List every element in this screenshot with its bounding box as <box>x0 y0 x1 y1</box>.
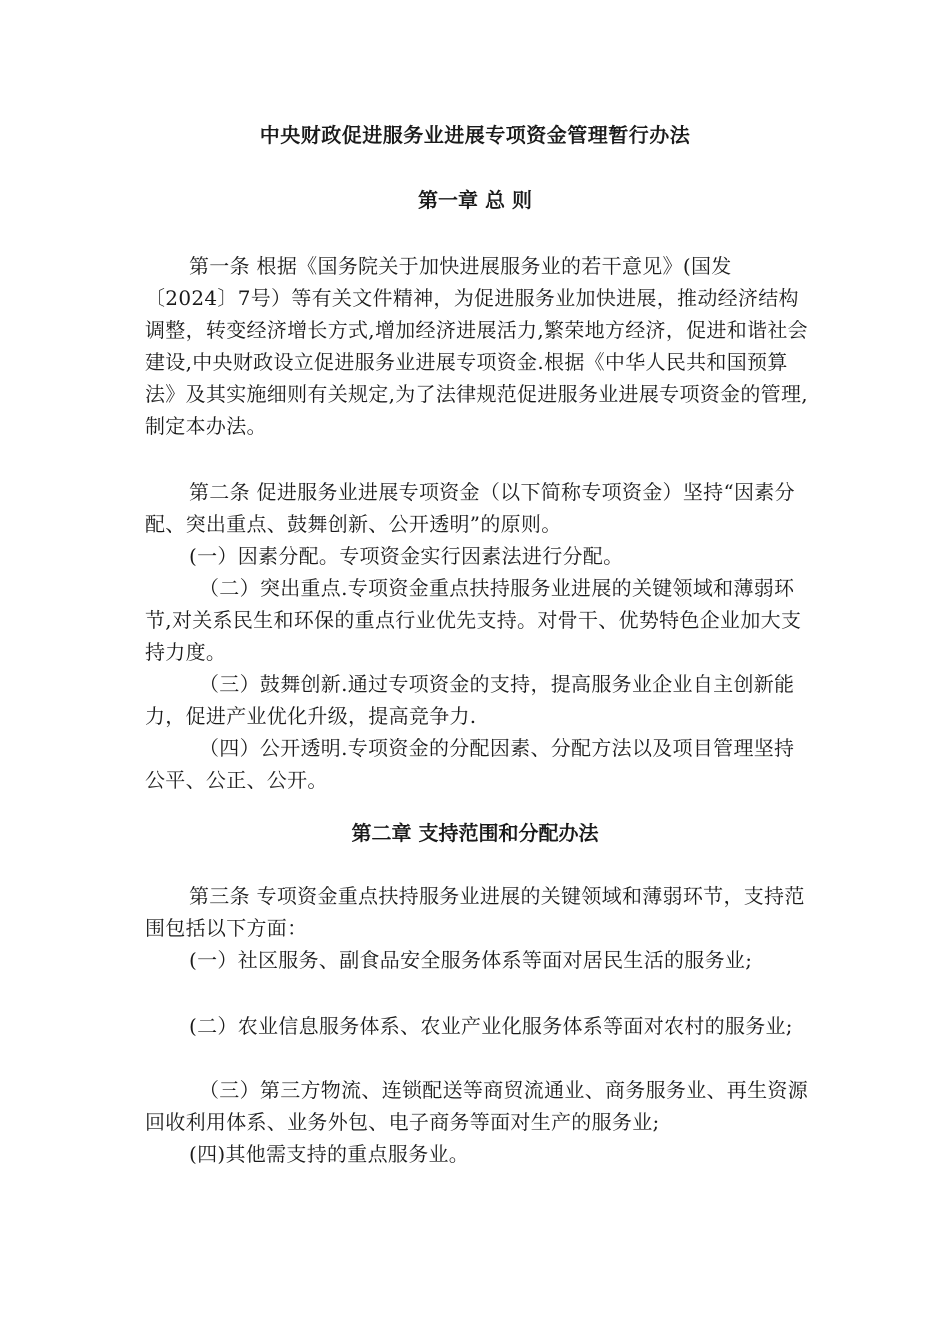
article-3-item-2: (二）农业信息服务体系、农业产业化服务体系等面对农村的服务业; <box>189 1014 793 1038</box>
article-1: 第一条 根据《国务院关于加快进展服务业的若干意见》(国发〔2024〕7号）等有关文件精神，为促进服务业加快进展，推动经济结构调整，转变经济增长方式,增加经济进展活力,繁荣地方经济，促进和谐社会建设,中央财政设立促进服务业进展专项资金.根据《中华人民共和国预算法》及其实施细则有关规定,为了法律规范促进服务业进展专项资金的管理,制定本办法。 <box>145 254 808 438</box>
chapter-1-heading: 第一章 总 则 <box>418 188 532 212</box>
article-3-intro: 第三条 专项资金重点扶持服务业进展的关键领域和薄弱环节，支持范围包括以下方面： <box>145 884 805 940</box>
document-title: 中央财政促进服务业进展专项资金管理暂行办法 <box>259 123 691 147</box>
article-2-item-1: (一）因素分配。专项资金实行因素法进行分配。 <box>189 544 624 568</box>
article-2-item-4: （四）公开透明.专项资金的分配因素、分配方法以及项目管理坚持公平、公正、公开。 <box>145 736 795 792</box>
chapter-2-heading: 第二章 支持范围和分配办法 <box>351 821 599 845</box>
article-3-item-4: (四)其他需支持的重点服务业。 <box>189 1142 470 1166</box>
article-2-item-3: （三）鼓舞创新.通过专项资金的支持，提高服务业企业自主创新能力，促进产业优化升级，提高竞争力. <box>145 672 795 728</box>
article-2-item-2: （二）突出重点.专项资金重点扶持服务业进展的关键领域和薄弱环节,对关系民生和环保的重点行业优先支持。对骨干、优势特色企业加大支持力度。 <box>145 576 802 664</box>
article-2-intro: 第二条 促进服务业进展专项资金（以下简称专项资金）坚持“因素分配、突出重点、鼓舞创新、公开透明”的原则。 <box>145 480 795 536</box>
article-3-item-3: （三）第三方物流、连锁配送等商贸流通业、商务服务业、再生资源回收利用体系、业务外包、电子商务等面对生产的服务业; <box>145 1078 808 1134</box>
article-3-item-1: (一）社区服务、副食品安全服务体系等面对居民生活的服务业; <box>189 948 753 972</box>
